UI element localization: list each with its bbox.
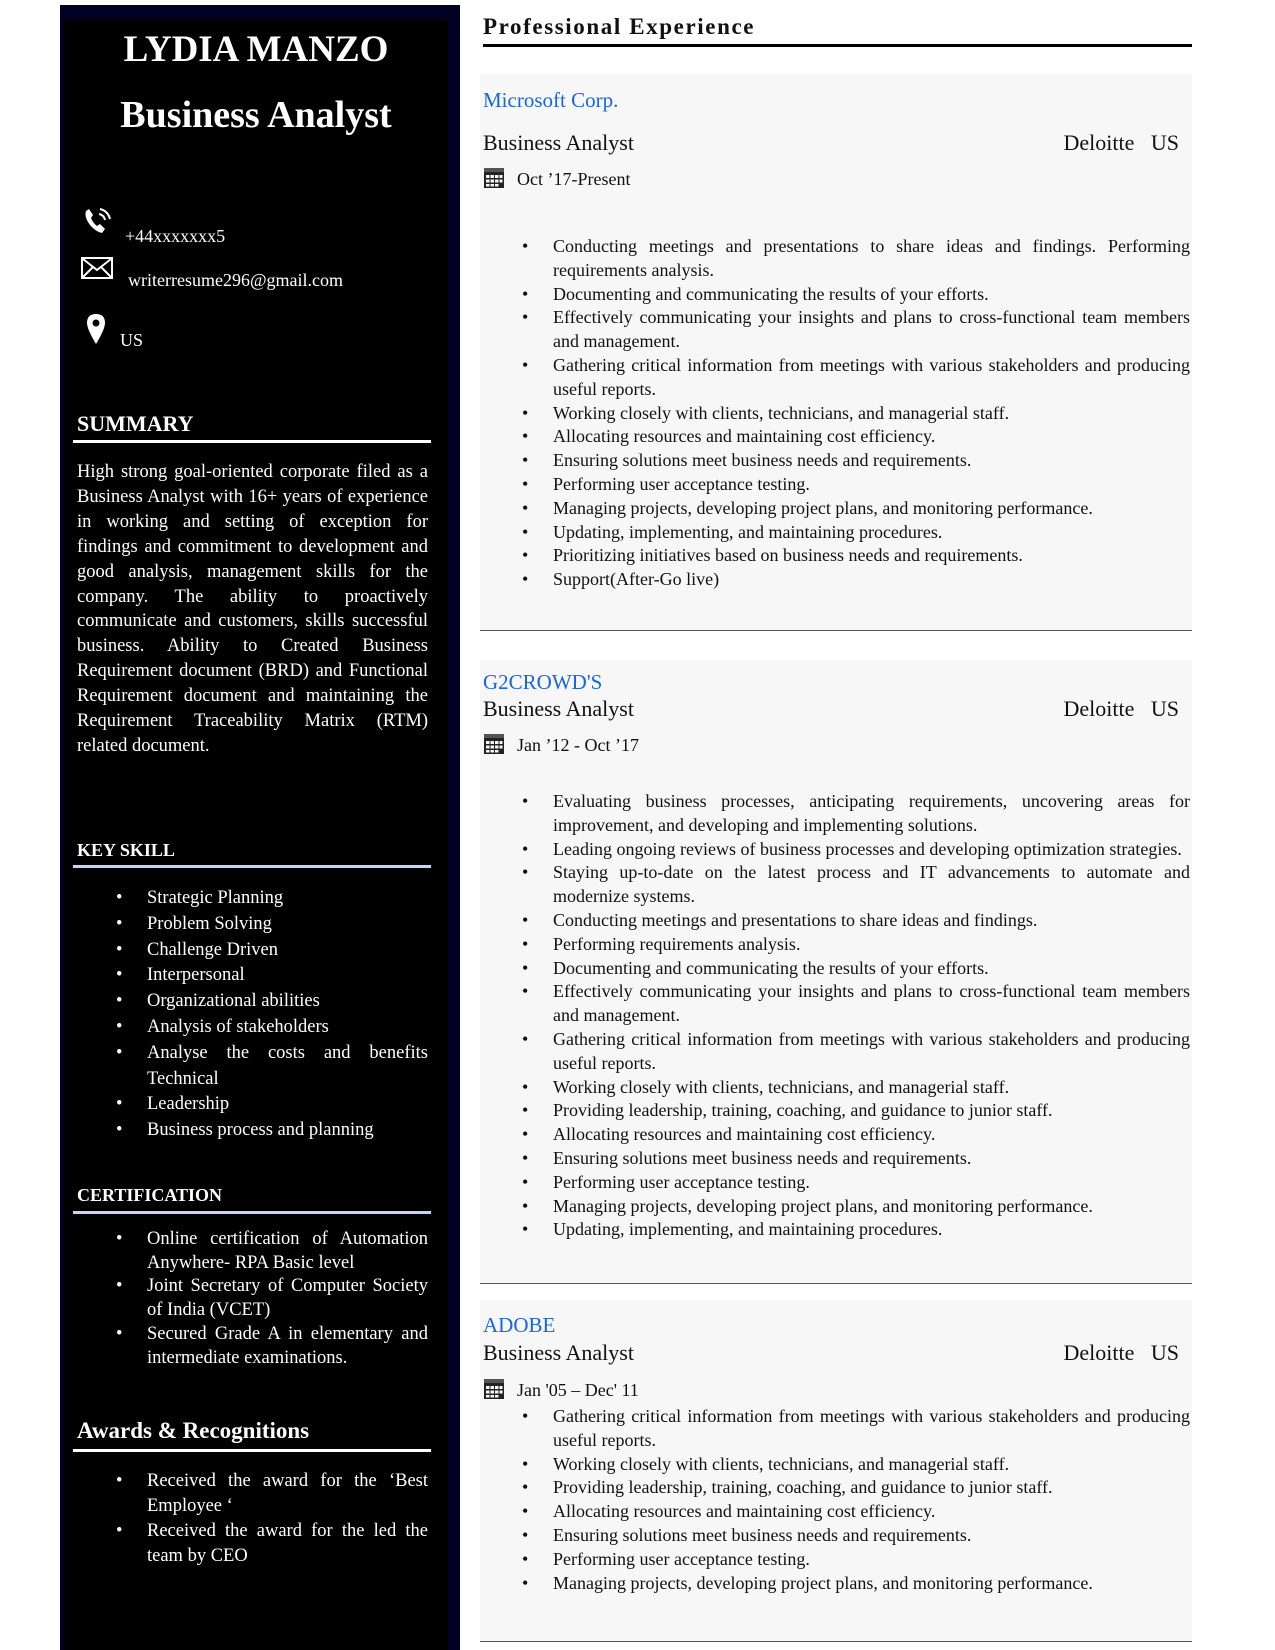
responsibility-item: • Gathering critical information from meetings with various stakeholders and producing useful reports.: [522, 1405, 1190, 1453]
certification-item: • Secured Grade A in elementary and intermediate examinations.: [116, 1323, 428, 1370]
responsibility-item: • Updating, implementing, and maintaining procedures.: [522, 1218, 1190, 1242]
job-date: Jan '05 – Dec' 11: [517, 1380, 639, 1400]
job-date-row: [483, 1379, 639, 1401]
certification-divider: [73, 1211, 431, 1214]
candidate-title: Business Analyst: [120, 94, 392, 136]
job-responsibilities: [522, 235, 1190, 592]
location-pin-icon: [86, 313, 106, 345]
skill-item: • Leadership: [116, 1092, 428, 1118]
responsibility-item: • Gathering critical information from meetings with various stakeholders and producing useful reports.: [522, 1028, 1190, 1076]
job-date: Oct ’17-Present: [517, 169, 631, 189]
responsibility-item: • Providing leadership, training, coaching, and guidance to junior staff.: [522, 1476, 1190, 1500]
summary-text: High strong goal-oriented corporate filed as a Business Analyst with 16+ years of experience in working and setting of exception for findings and commitment to development and good analysis, management skills for the company. The ability to proactively communicate and customers, skills successful business. Ability to Created Business Requirement document (BRD) and Functional Requirement document and maintaining the Requirement Traceability Matrix (RTM) related document.: [77, 462, 428, 756]
award-item: • Received the award for the led the team by CEO: [116, 1519, 428, 1569]
responsibility-item: • Leading ongoing reviews of business processes and developing optimization strategies.: [522, 838, 1190, 862]
certification-list: [116, 1228, 428, 1370]
experience-divider: [483, 44, 1192, 47]
responsibility-item: • Staying up-to-date on the latest process and IT advancements to automate and modernize systems.: [522, 861, 1190, 909]
responsibility-item: • Managing projects, developing project plans, and monitoring performance.: [522, 1572, 1190, 1596]
location: US: [120, 330, 144, 350]
job-location: Deloitte US: [1063, 696, 1179, 721]
awards-list: [116, 1469, 428, 1569]
job-responsibilities: [522, 790, 1190, 1242]
awards-heading: Awards & Recognitions: [77, 1418, 310, 1443]
responsibility-item: • Conducting meetings and presentations to share ideas and findings.: [522, 909, 1190, 933]
responsibility-item: • Working closely with clients, technicians, and managerial staff.: [522, 1453, 1190, 1477]
awards-divider: [73, 1449, 431, 1452]
responsibility-item: • Performing user acceptance testing.: [522, 1548, 1190, 1572]
experience-heading: Professional Experience: [483, 14, 756, 39]
responsibility-item: • Effectively communicating your insights and plans to cross-functional team members and management.: [522, 980, 1190, 1028]
job-date-row: [483, 734, 639, 756]
sidebar: [64, 20, 448, 1650]
skill-item: • Organizational abilities: [116, 989, 428, 1015]
email-icon: [80, 256, 114, 280]
responsibility-item: • Updating, implementing, and maintaining procedures.: [522, 521, 1190, 545]
phone-icon: [82, 205, 116, 237]
job-separator: [480, 630, 1192, 631]
job-date-row: [483, 168, 630, 190]
key-skill-divider: [73, 865, 431, 868]
responsibility-item: • Allocating resources and maintaining cost efficiency.: [522, 1123, 1190, 1147]
responsibility-item: • Conducting meetings and presentations to share ideas and findings. Performing requirements analysis.: [522, 235, 1190, 283]
responsibility-item: • Managing projects, developing project plans, and monitoring performance.: [522, 1195, 1190, 1219]
certification-heading: CERTIFICATION: [77, 1185, 223, 1205]
certification-item: • Joint Secretary of Computer Society of India (VCET): [116, 1275, 428, 1322]
responsibility-item: • Documenting and communicating the results of your efforts.: [522, 283, 1190, 307]
email-address: writerresume296@gmail.com: [128, 270, 344, 290]
job-separator: [480, 1641, 1192, 1642]
company-name: ADOBE: [483, 1313, 556, 1337]
responsibility-item: • Allocating resources and maintaining cost efficiency.: [522, 425, 1190, 449]
candidate-name: LYDIA MANZO: [123, 29, 389, 70]
skill-item: • Analyse the costs and benefits Technical: [116, 1041, 428, 1093]
company-name: Microsoft Corp.: [483, 88, 619, 112]
job-entry: [480, 74, 1192, 630]
calendar-icon: [483, 1379, 505, 1399]
responsibility-item: • Support(After-Go live): [522, 568, 1190, 592]
responsibility-item: • Evaluating business processes, anticipating requirements, uncovering areas for improvement, and developing and implementing solutions.: [522, 790, 1190, 838]
responsibility-item: • Working closely with clients, technicians, and managerial staff.: [522, 402, 1190, 426]
responsibility-item: • Ensuring solutions meet business needs and requirements.: [522, 1524, 1190, 1548]
company-name: G2CROWD'S: [483, 670, 603, 694]
responsibility-item: • Performing requirements analysis.: [522, 933, 1190, 957]
skill-item: • Analysis of stakeholders: [116, 1015, 428, 1041]
responsibility-item: • Providing leadership, training, coaching, and guidance to junior staff.: [522, 1099, 1190, 1123]
key-skill-heading: KEY SKILL: [77, 840, 175, 860]
job-role: Business Analyst: [483, 1340, 634, 1365]
job-location: Deloitte US: [1063, 130, 1179, 155]
responsibility-item: • Working closely with clients, technicians, and managerial staff.: [522, 1076, 1190, 1100]
responsibility-item: • Effectively communicating your insights and plans to cross-functional team members and management.: [522, 306, 1190, 354]
job-entry: [480, 1300, 1192, 1641]
job-location: Deloitte US: [1063, 1340, 1179, 1365]
summary-divider: [73, 440, 431, 443]
calendar-icon: [483, 734, 505, 754]
skill-item: • Challenge Driven: [116, 938, 428, 964]
job-separator: [480, 1283, 1192, 1284]
responsibility-item: • Performing user acceptance testing.: [522, 1171, 1190, 1195]
award-item: • Received the award for the ‘Best Employee ‘: [116, 1469, 428, 1519]
calendar-icon: [483, 168, 505, 188]
job-role: Business Analyst: [483, 696, 634, 721]
responsibility-item: • Managing projects, developing project plans, and monitoring performance.: [522, 497, 1190, 521]
responsibility-item: • Documenting and communicating the results of your efforts.: [522, 957, 1190, 981]
certification-item: • Online certification of Automation Anywhere- RPA Basic level: [116, 1228, 428, 1275]
responsibility-item: • Performing user acceptance testing.: [522, 473, 1190, 497]
job-role: Business Analyst: [483, 130, 634, 155]
job-entry: [480, 660, 1192, 1283]
job-responsibilities: [522, 1405, 1190, 1595]
skill-item: • Strategic Planning: [116, 886, 428, 912]
responsibility-item: • Prioritizing initiatives based on business needs and requirements.: [522, 544, 1190, 568]
phone-number: +44xxxxxxx5: [125, 226, 226, 246]
responsibility-item: • Gathering critical information from meetings with various stakeholders and producing useful reports.: [522, 354, 1190, 402]
skill-item: • Interpersonal: [116, 963, 428, 989]
summary-heading: SUMMARY: [77, 411, 194, 436]
job-date: Jan ’12 - Oct ’17: [517, 735, 639, 755]
skills-list: [116, 886, 428, 1144]
skill-item: • Business process and planning: [116, 1118, 428, 1144]
responsibility-item: • Allocating resources and maintaining cost efficiency.: [522, 1500, 1190, 1524]
responsibility-item: • Ensuring solutions meet business needs and requirements.: [522, 1147, 1190, 1171]
skill-item: • Problem Solving: [116, 912, 428, 938]
responsibility-item: • Ensuring solutions meet business needs and requirements.: [522, 449, 1190, 473]
